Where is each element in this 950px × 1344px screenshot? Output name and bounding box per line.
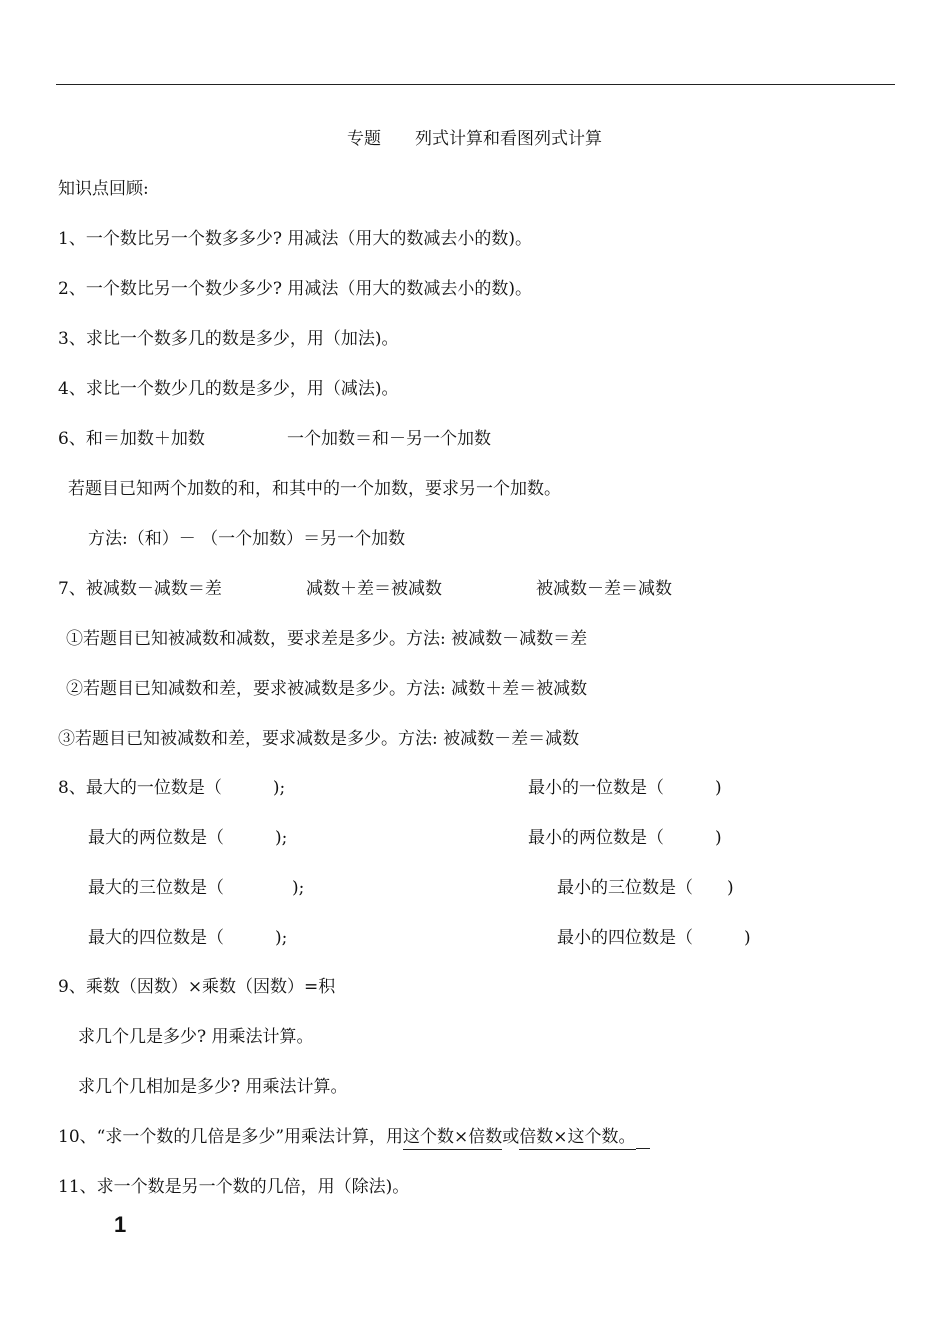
title-topic: 专题 [347, 129, 381, 149]
item-6-method: 方法:（和）－ （一个加数）＝另一个加数 [88, 529, 406, 549]
item-10-formula-a: 这个数×倍数 [403, 1127, 502, 1150]
item-7-case-3: ③若题目已知被减数和差，要求减数是多少。方法: 被减数－差＝减数 [58, 729, 580, 749]
item-7-subtrahend: 被减数－差＝减数 [536, 579, 672, 599]
item-8-smallest-3digit: 最小的三位数是（ ) [557, 878, 734, 898]
item-9-rule-1: 求几个几是多少? 用乘法计算。 [78, 1027, 314, 1047]
item-9-rule-2: 求几个几相加是多少? 用乘法计算。 [78, 1077, 348, 1097]
item-7-case-2: ②若题目已知减数和差，要求被减数是多少。方法: 减数＋差＝被减数 [66, 679, 588, 699]
item-8-smallest-4digit: 最小的四位数是（ ) [557, 928, 751, 948]
item-8-largest-1digit: 8、最大的一位数是（ ); [58, 778, 286, 798]
section-heading: 知识点回顾: [58, 179, 149, 199]
item-8-largest-4digit: 最大的四位数是（ ); [88, 928, 288, 948]
item-8-largest-3digit: 最大的三位数是（ ); [88, 878, 305, 898]
item-11: 11、求一个数是另一个数的几倍，用（除法)。 [58, 1177, 410, 1197]
item-3: 3、求比一个数多几的数是多少，用（加法)。 [58, 329, 399, 349]
item-7-difference: 7、被减数－减数＝差 [58, 579, 222, 599]
item-8-largest-2digit: 最大的两位数是（ ); [88, 828, 288, 848]
item-10-formula-b: 倍数×这个数。 [519, 1127, 635, 1150]
item-10-or: 或 [502, 1127, 520, 1147]
item-6-sum: 6、和＝加数＋加数 [58, 429, 205, 449]
item-1: 1、一个数比另一个数多多少? 用减法（用大的数减去小的数)。 [58, 229, 532, 249]
item-6-condition: 若题目已知两个加数的和，和其中的一个加数，要求另一个加数。 [68, 479, 561, 499]
item-7-case-1: ①若题目已知被减数和减数，要求差是多少。方法: 被减数－减数＝差 [66, 629, 588, 649]
item-2: 2、一个数比另一个数少多少? 用减法（用大的数减去小的数)。 [58, 279, 532, 299]
item-10-text: 10、“求一个数的几倍是多少”用乘法计算，用 [58, 1127, 404, 1147]
item-8-smallest-1digit: 最小的一位数是（ ) [528, 778, 722, 798]
header-rule [56, 84, 895, 85]
title-subject: 列式计算和看图列式计算 [415, 129, 602, 149]
item-9-product: 9、乘数（因数）×乘数（因数）=积 [58, 977, 336, 997]
item-10 [58, 1126, 650, 1149]
item-4: 4、求比一个数少几的数是多少，用（减法)。 [58, 379, 399, 399]
page-title [347, 128, 602, 150]
item-7-minuend: 减数＋差＝被减数 [306, 579, 442, 599]
item-8-smallest-2digit: 最小的两位数是（ ) [528, 828, 722, 848]
page-number: 1 [114, 1212, 127, 1237]
item-6-addend: 一个加数＝和－另一个加数 [287, 429, 491, 449]
